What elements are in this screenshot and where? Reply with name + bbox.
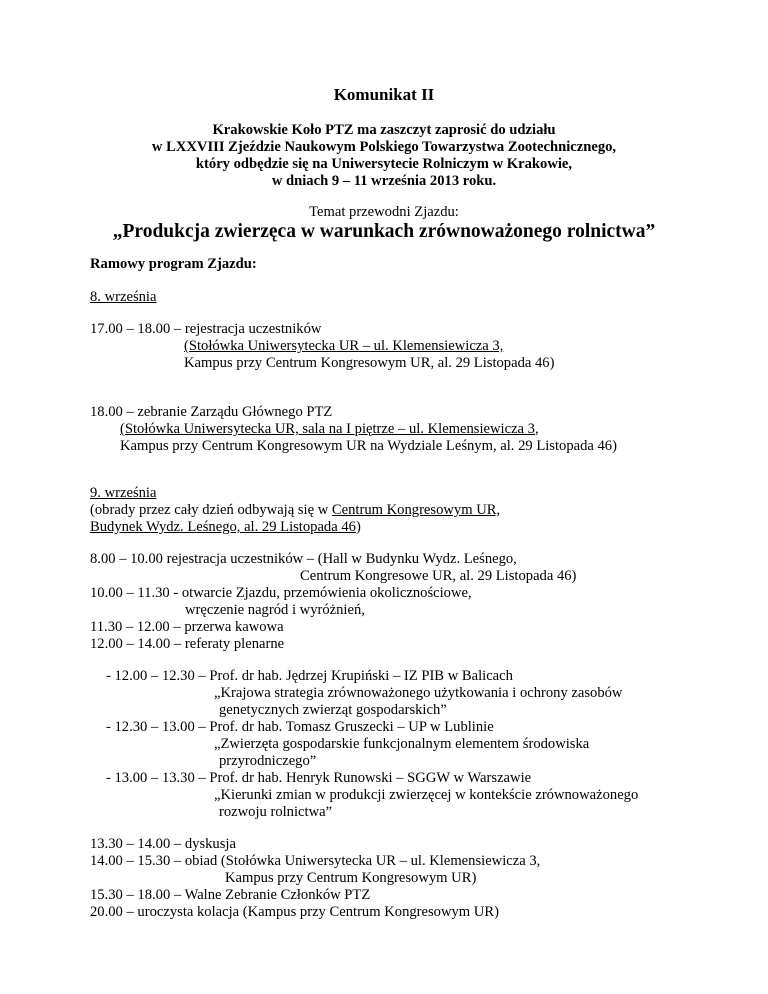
- schedule-item: 12.00 – 14.00 – referaty plenarne: [90, 636, 285, 652]
- schedule-item: 13.30 – 14.00 – dyskusja: [90, 836, 236, 852]
- talk-speaker: - 12.00 – 12.30 – Prof. dr hab. Jędrzej Krupiński – IZ PIB w Balicach: [106, 668, 513, 684]
- theme-title: „Produkcja zwierzęca w warunkach zrównoważonego rolnictwa”: [112, 221, 656, 242]
- schedule-item: 11.30 – 12.00 – przerwa kawowa: [90, 619, 284, 635]
- day1-date: 8. września: [90, 289, 157, 305]
- day1-board-place-comma: ,: [534, 421, 539, 437]
- schedule-item-cont: wręczenie nagród i wyróżnień,: [185, 602, 365, 618]
- day1-board-place: Kampus przy Centrum Kongresowym UR na Wydziale Leśnym, al. 29 Listopada 46): [120, 438, 617, 454]
- talk-title: „Kierunki zmian w produkcji zwierzęcej w kontekście zrównoważonego: [214, 787, 639, 803]
- day1-registration-place: (Stołówka Uniwersytecka UR – ul. Klemensiewicza 3,: [184, 338, 504, 354]
- day1-board-place: [120, 421, 539, 438]
- talk-title: „Krajowa strategia zrównoważonego użytkowania i ochrony zasobów: [214, 685, 623, 701]
- invitation-line: w dniach 9 – 11 września 2013 roku.: [271, 173, 497, 189]
- day1-board-meeting: 18.00 – zebranie Zarządu Głównego PTZ: [90, 404, 333, 420]
- day2-note-venue: Centrum Kongresowym UR,: [331, 502, 501, 518]
- talk-title: rozwoju rolnictwa”: [219, 804, 333, 820]
- talk-title: przyrodniczego”: [219, 753, 317, 769]
- talk-title: genetycznych zwierząt gospodarskich”: [219, 702, 447, 718]
- day2-date: 9. września: [90, 485, 157, 501]
- schedule-item: 20.00 – uroczysta kolacja (Kampus przy Centrum Kongresowym UR): [90, 904, 499, 920]
- talk-speaker: - 13.00 – 13.30 – Prof. dr hab. Henryk Runowski – SGGW w Warszawie: [106, 770, 532, 786]
- day2-note-text: (obrady przez cały dzień odbywają się w: [90, 502, 332, 518]
- talk-title: „Zwierzęta gospodarskie funkcjonalnym elementem środowiska: [214, 736, 590, 752]
- day2-note-building: Budynek Wydz. Leśnego, al. 29 Listopada 46: [90, 519, 356, 535]
- talk-speaker: - 12.30 – 13.00 – Prof. dr hab. Tomasz Gruszecki – UP w Lublinie: [106, 719, 494, 735]
- invitation-line: w LXXVIII Zjeździe Naukowym Polskiego Towarzystwa Zootechnicznego,: [151, 139, 617, 155]
- day2-note: [90, 502, 500, 519]
- invitation-line: który odbędzie się na Uniwersytecie Rolniczym w Krakowie,: [195, 156, 573, 172]
- schedule-item: 14.00 – 15.30 – obiad (Stołówka Uniwersytecka UR – ul. Klemensiewicza 3,: [90, 853, 541, 869]
- day2-note: [90, 519, 361, 536]
- day2-note-paren: ): [355, 519, 361, 535]
- schedule-item: 10.00 – 11.30 - otwarcie Zjazdu, przemówienia okolicznościowe,: [90, 585, 472, 601]
- invitation-line: Krakowskie Koło PTZ ma zaszczyt zaprosić do udziału: [212, 122, 556, 138]
- program-heading: Ramowy program Zjazdu:: [90, 256, 257, 272]
- day1-board-place-underlined: (Stołówka Uniwersytecka UR, sala na I piętrze – ul. Klemensiewicza 3: [120, 421, 535, 437]
- schedule-item: 8.00 – 10.00 rejestracja uczestników – (Hall w Budynku Wydz. Leśnego,: [90, 551, 517, 567]
- schedule-item-cont: Kampus przy Centrum Kongresowym UR): [225, 870, 477, 886]
- day1-registration: 17.00 – 18.00 – rejestracja uczestników: [90, 321, 322, 337]
- document-title: Komunikat II: [333, 85, 435, 104]
- schedule-item-cont: Centrum Kongresowe UR, al. 29 Listopada 46): [300, 568, 577, 584]
- day1-registration-place: Kampus przy Centrum Kongresowym UR, al. 29 Listopada 46): [184, 355, 555, 371]
- schedule-item: 15.30 – 18.00 – Walne Zebranie Członków PTZ: [90, 887, 371, 903]
- theme-label: Temat przewodni Zjazdu:: [309, 204, 459, 220]
